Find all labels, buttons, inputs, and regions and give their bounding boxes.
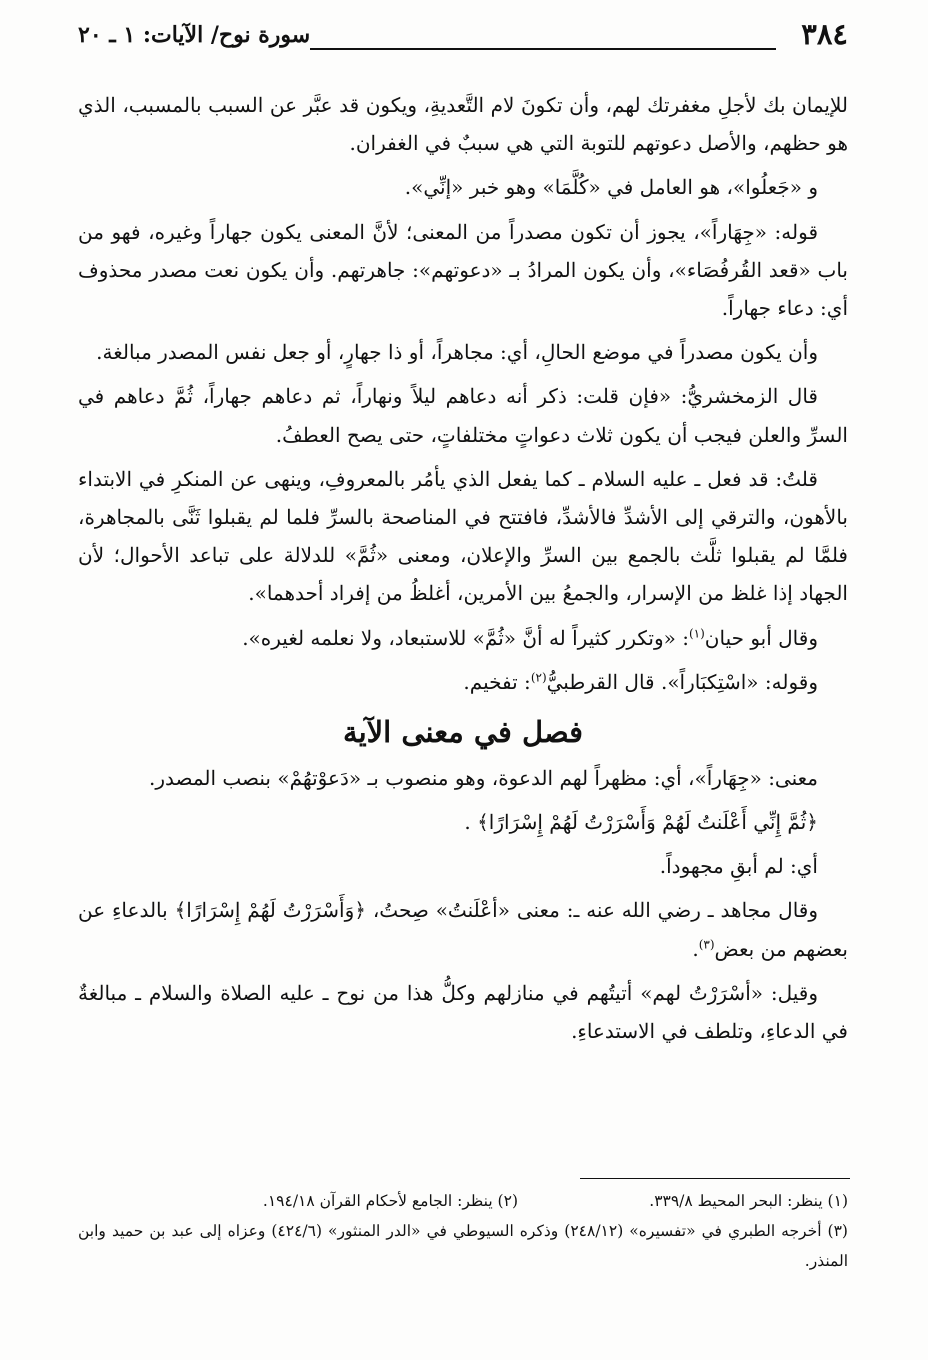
quote-text: وقال مجاهد ـ رضي الله عنه ـ: معنى «أعْلَنتُ» صِحتُ، ﴿وَأَسْرَرْتُ لَهُمْ إِسْرَارًا﴾ بالدعاءِ عن بعضهم من بعض xyxy=(78,898,848,961)
quote-text: : تفخيم. xyxy=(463,669,531,694)
paragraph: قوله: «جِهَاراً»، يجوز أن تكون مصدراً من المعنى؛ لأنَّ المعنى يكون جهاراً وغيره، فهو من باب «قعد القُرفُصَاء»، وأن يكون المرادُ بـ «دعوتهم»: جاهرتهم. وأن يكون نعت مصدر محذوف أي: دعاء جهاراً. xyxy=(78,219,848,321)
header-rule xyxy=(310,48,776,50)
paragraph: و «جَعلُوا»، هو العامل في «كُلَّمَا» وهو خبر «إنِّي». xyxy=(404,175,818,200)
quote-text: : «وتكرر كثيراً له أنَّ «ثُمَّ» للاستبعاد، ولا نعلمه لغيره». xyxy=(242,625,689,650)
main-text xyxy=(78,86,848,1056)
section-heading: فصل في معنى الآية xyxy=(343,715,583,750)
quote-end: . xyxy=(692,936,699,961)
paragraph: قال الزمخشريُّ: «فإن قلت: ذكر أنه دعاهم ليلاً ونهاراً، ثم دعاهم جهاراً، ثُمَّ دعاهم في السرِّ والعلن فيجب أن يكون ثلاث دعواتٍ مختلفاتٍ، حتى يصح العطفُ. xyxy=(78,384,848,447)
abu-hayyan-quote xyxy=(78,619,848,657)
footnotes xyxy=(78,1186,848,1276)
footnote-2: (٢) ينظر: الجامع لأحكام القرآن ١٩٤/١٨. xyxy=(262,1192,518,1210)
paragraph: معنى: «جِهَاراً»، أي: مظهراً لهم الدعوة، وهو منصوب بـ «دَعوْتهُمْ» بنصب المصدر. xyxy=(148,766,818,791)
footnote-marker: (١) xyxy=(688,625,705,640)
page-header xyxy=(78,18,848,50)
footnote-marker: (٣) xyxy=(698,937,715,951)
footnote-1: (١) ينظر: البحر المحيط ٣٣٩/٨. xyxy=(649,1192,848,1210)
footnote-marker: (٢) xyxy=(530,670,547,685)
qurtubi-quote xyxy=(78,663,848,701)
paragraph: قلتُ: قد فعل ـ عليه السلام ـ كما يفعل الذي يأمُر بالمعروفِ، وينهى عن المنكرِ في الابتداء بالأهون، والترقي إلى الأشدِّ فالأشدِّ، فافتتح في المناصحة بالسرِّ فلما لم يقبلوا ثَنَّى بالمجاهرة، فلمَّا لم يقبلوا ثلَّث بالجمع بين السرِّ والإعلان، ومعنى «ثُمَّ» للدلالة على تباعد الأحوال؛ لأن الجهاد إذا غلظ من الإسرار، والجمعُ بين الأمرين، أغلظُ من إفراد أحدهما». xyxy=(78,466,848,606)
paragraph: وأن يكون مصدراً في موضع الحالِ، أي: مجاهراً، أو ذا جهارٍ، أو جعل نفس المصدر مبالغة. xyxy=(96,340,818,365)
quote-intro: وقال أبو حيان xyxy=(704,625,818,650)
surah-title: سورة نوح/ الآيات: ١ ـ ٢٠ xyxy=(78,22,311,48)
paragraph: للإيمان بك لأجلِ مغفرتك لهم، وأن تكونَ لام التَّعديةِ، ويكون قد عبَّر عن السبب بالمسبب، الذي هو حظهم، والأصل دعوتهم للتوبة التي هي سببٌ في الغفران. xyxy=(78,93,848,156)
paragraph: وقيل: «أسْرَرْتُ لهم» أتيتُهم في منازلهم وكلُّ هذا من نوح ـ عليه الصلاة والسلام ـ مبالغةٌ في الدعاءِ، وتلطف في الاستدعاءِ. xyxy=(78,980,848,1044)
quote-intro: وقوله: «اسْتِكبَاراً». قال القرطبيُّ xyxy=(546,669,818,694)
quran-verse: ﴿ثُمَّ إِنِّي أَعْلَنتُ لَهُمْ وَأَسْرَرْتُ لَهُمْ إِسْرَارًا﴾ . xyxy=(464,810,818,835)
page-number: ٣٨٤ xyxy=(801,17,848,51)
paragraph: أي: لم أبقِ مجهوداً. xyxy=(659,854,818,879)
footnote-3: (٣) أخرجه الطبري في «تفسيره» (٢٤٨/١٢) وذكره السيوطي في «الدر المنثور» (٤٢٤/٦) وعزاه إلى عبد بن حميد وابن المنذر. xyxy=(78,1222,848,1270)
footnote-separator xyxy=(580,1178,850,1179)
footnote-row xyxy=(78,1186,848,1216)
mujahid-quote xyxy=(78,891,848,967)
